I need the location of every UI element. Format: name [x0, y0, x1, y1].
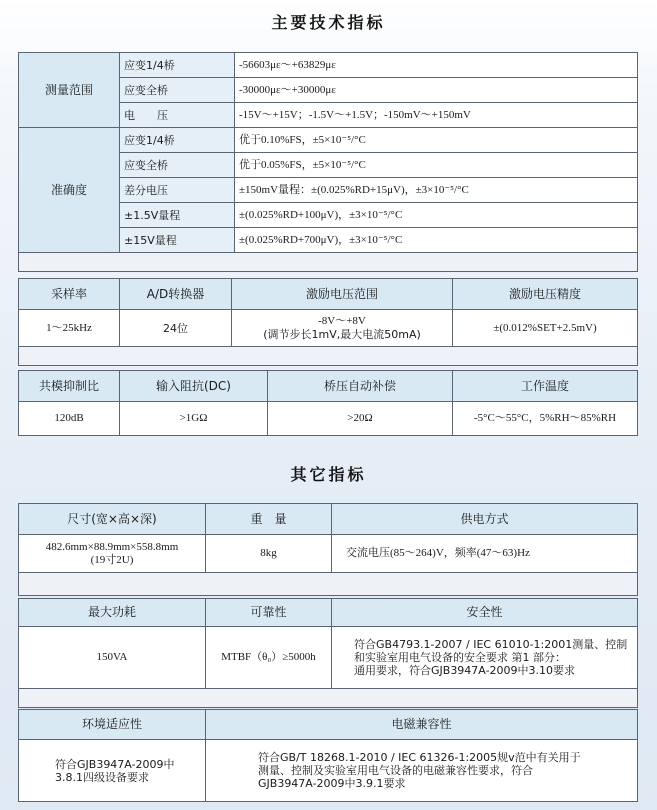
bridge-compensation-value: >20Ω: [268, 402, 453, 436]
excitation-range-line2: (调节步长1mV,最大电流50mA): [263, 328, 421, 341]
measurement-label: 电 压: [120, 103, 235, 128]
section-separator: [19, 253, 638, 272]
excitation-accuracy-value: ±(0.012%SET+2.5mV): [453, 310, 638, 347]
main-title: 主要技术指标: [271, 13, 386, 32]
emc-header: 电磁兼容性: [206, 710, 638, 740]
size-header: 尺寸(宽×高×深): [19, 504, 206, 535]
accuracy-label: ±1.5V量程: [120, 203, 235, 228]
size-value: [19, 535, 206, 573]
input-impedance-header: 输入阻抗(DC): [120, 371, 268, 402]
measurement-label: 应变1/4桥: [120, 53, 235, 78]
emc-line2: 测量、控制及实验室用电气设备的电磁兼容性要求，符合: [258, 764, 533, 777]
accuracy-value: 优于0.10%FS，±5×10⁻⁵/°C: [235, 128, 638, 153]
size-table: [18, 503, 638, 596]
environment-line1: 符合GJB3947A-2009中: [55, 757, 175, 771]
measurement-value: -30000με～+30000με: [235, 78, 638, 103]
measurement-value: -56603με～+63829με: [235, 53, 638, 78]
accuracy-value: ±(0.025%RD+700μV)，±3×10⁻⁵/°C: [235, 228, 638, 253]
power-supply-header: 供电方式: [332, 504, 638, 535]
measurement-value: -15V～+15V；-1.5V～+1.5V；-150mV～+150mV: [235, 103, 638, 128]
other-title: 其它指标: [290, 465, 367, 484]
environment-line2: 3.8.1四级设备要求: [55, 770, 149, 784]
bridge-compensation-header: 桥压自动补偿: [268, 371, 453, 402]
weight-value: 8kg: [206, 535, 332, 573]
weight-header: 重 量: [206, 504, 332, 535]
power-supply-value: 交流电压(85～264)V，频率(47～63)Hz: [332, 535, 638, 573]
excitation-range-line1: -8V～+8V: [318, 315, 366, 327]
safety-line2: 和实验室用电气设备的安全要求 第1 部分：: [354, 651, 566, 664]
adc-header: A/D转换器: [120, 279, 232, 310]
sampling-rate-header: 采样率: [19, 279, 120, 310]
accuracy-value: 优于0.05%FS，±5×10⁻⁵/°C: [235, 153, 638, 178]
safety-line3: 通用要求，符合GJB3947A-2009中3.10要求: [354, 664, 576, 677]
operating-temperature-header: 工作温度: [453, 371, 638, 402]
measurement-label: 应变全桥: [120, 78, 235, 103]
accuracy-group: 准确度: [19, 128, 120, 253]
safety-line1: 符合GB4793.1-2007 / IEC 61010-1:2001测量、控制: [354, 638, 628, 651]
sampling-rate-value: 1～25kHz: [19, 310, 120, 347]
cmrr-value: 120dB: [19, 402, 120, 436]
reliability-header: 可靠性: [206, 599, 332, 627]
emc-value: [206, 740, 638, 802]
max-power-value: 150VA: [19, 627, 206, 689]
size-line2: (19寸2U): [90, 553, 134, 566]
accuracy-label: ±15V量程: [120, 228, 235, 253]
section-separator: [19, 347, 638, 366]
reliability-value: MTBF（θ₀）≥5000h: [206, 627, 332, 689]
safety-header: 安全性: [332, 599, 638, 627]
accuracy-label: 应变1/4桥: [120, 128, 235, 153]
cmrr-header: 共模抑制比: [19, 371, 120, 402]
excitation-range-value: [232, 310, 453, 347]
adc-value: 24位: [120, 310, 232, 347]
environment-table: [18, 709, 638, 802]
size-line1: 482.6mm×88.9mm×558.8mm: [45, 540, 179, 553]
safety-value: [332, 627, 638, 689]
power-table: [18, 598, 638, 708]
accuracy-label: 差分电压: [120, 178, 235, 203]
sampling-table: [18, 278, 638, 366]
emc-line3: GJB3947A-2009中3.9.1要求: [258, 777, 406, 790]
measurement-accuracy-table: [18, 52, 638, 272]
emc-line1: 符合GB/T 18268.1-2010 / IEC 61326-1:2005规v范中有关用于: [258, 751, 581, 764]
accuracy-value: ±150mV量程：±(0.025%RD+15μV)，±3×10⁻⁵/°C: [235, 178, 638, 203]
accuracy-label: 应变全桥: [120, 153, 235, 178]
input-impedance-value: >1GΩ: [120, 402, 268, 436]
section-separator: [19, 689, 638, 708]
excitation-accuracy-header: 激励电压精度: [453, 279, 638, 310]
common-mode-table: [18, 370, 638, 436]
operating-temperature-value: -5°C～55°C，5%RH～85%RH: [453, 402, 638, 436]
accuracy-value: ±(0.025%RD+100μV)，±3×10⁻⁵/°C: [235, 203, 638, 228]
section-separator: [19, 573, 638, 596]
max-power-header: 最大功耗: [19, 599, 206, 627]
environment-value: [19, 740, 206, 802]
measurement-range-group: 测量范围: [19, 53, 120, 128]
environment-header: 环境适应性: [19, 710, 206, 740]
excitation-range-header: 激励电压范围: [232, 279, 453, 310]
